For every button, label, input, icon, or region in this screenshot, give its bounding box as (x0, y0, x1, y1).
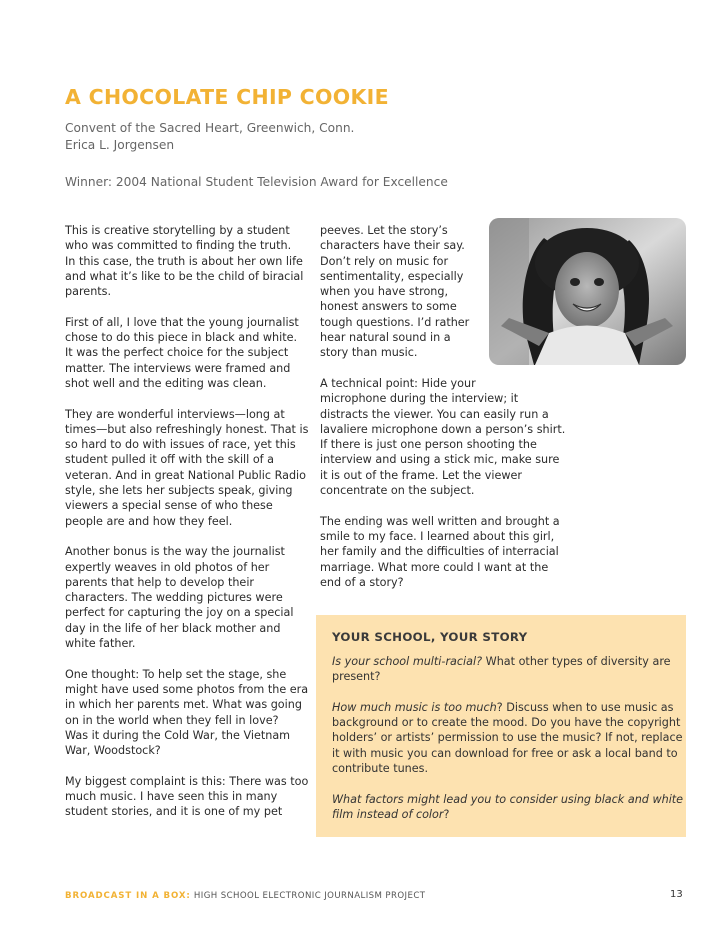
sidebar-question-2: How much music is too much? Discuss when to use music as background or to create the mood. Do you have the copyright holders’ or artists’ permission to use the music? If not, replace it with music you can download for free or ask a local band to contribute tunes. (332, 700, 683, 776)
left-paragraph-6: My biggest complaint is this: There was too much music. I have seen this in many student stories, and it is one of my pet (65, 774, 309, 819)
footer-brand: BROADCAST IN A BOX: (65, 891, 191, 901)
left-paragraph-5: One thought: To help set the stage, she might have used some photos from the era in which her parents met. What was going on in the world when they fell in love? Was it during the Cold War, the Vietnam War, Woodstock? (65, 667, 309, 758)
girl-photo (489, 218, 686, 365)
article-title: A CHOCOLATE CHIP COOKIE (65, 85, 389, 109)
left-paragraph-1: This is creative storytelling by a student who was committed to finding the truth. In this case, the truth is about her own life and what it’s like to be the child of biracial parents. (65, 224, 304, 299)
sidebar-heading: YOUR SCHOOL, YOUR STORY (332, 630, 528, 644)
girl-photo-illustration (489, 218, 686, 365)
sidebar-box (316, 615, 686, 837)
article-school: Convent of the Sacred Heart, Greenwich, Conn. (65, 121, 355, 135)
left-paragraph-4: Another bonus is the way the journalist expertly weaves in old photos of her parents that help to develop their characters. The wedding pictures were perfect for capturing the joy on a special day in the life of her black mother and white father. (65, 545, 294, 651)
sidebar-question-1: Is your school multi-racial? What other types of diversity are present? (332, 655, 671, 684)
sidebar-question-3: What factors might lead you to consider using black and white film instead of color? (332, 792, 684, 821)
sidebar-body (332, 654, 683, 838)
right-paragraph-1: peeves. Let the story’s characters have their say. Don’t rely on music for sentimentality, especially when you have strong, honest answers to some tough questions. I’d rather hear natural sound in a story than music. (320, 224, 470, 360)
right-paragraph-2: A technical point: Hide your microphone during the interview; it distracts the viewer. You can easily run a lavaliere microphone down a person’s shirt. If there is just one person shooting the interview and using a stick mic, make sure it is out of the frame. Let the viewer concentrate on the subject. (320, 376, 566, 498)
footer-project: HIGH SCHOOL ELECTRONIC JOURNALISM PROJECT (190, 891, 426, 901)
left-paragraph-3: They are wonderful interviews—long at times—but also refreshingly honest. That is so hard to do with issues of race, yet this student pulled it off with the skill of a veteran. And in great National Public Radio style, she lets her subjects speak, giving viewers a special sense of who these people are and how they feel. (65, 407, 309, 528)
article-author: Erica L. Jorgensen (65, 138, 175, 152)
page-number: 13 (670, 889, 683, 900)
right-paragraph-3: The ending was well written and brought a smile to my face. I learned about this girl, her family and the difficulties of interracial marriage. What more could I want at the end of a story? (320, 514, 560, 589)
left-column (65, 223, 308, 835)
article-award: Winner: 2004 National Student Television Award for Excellence (65, 175, 448, 189)
left-paragraph-2: First of all, I love that the young journalist chose to do this piece in black and white. It was the perfect choice for the subject matter. The interviews were framed and shot well and the editing was clean. (65, 315, 299, 390)
page-footer (65, 891, 425, 901)
